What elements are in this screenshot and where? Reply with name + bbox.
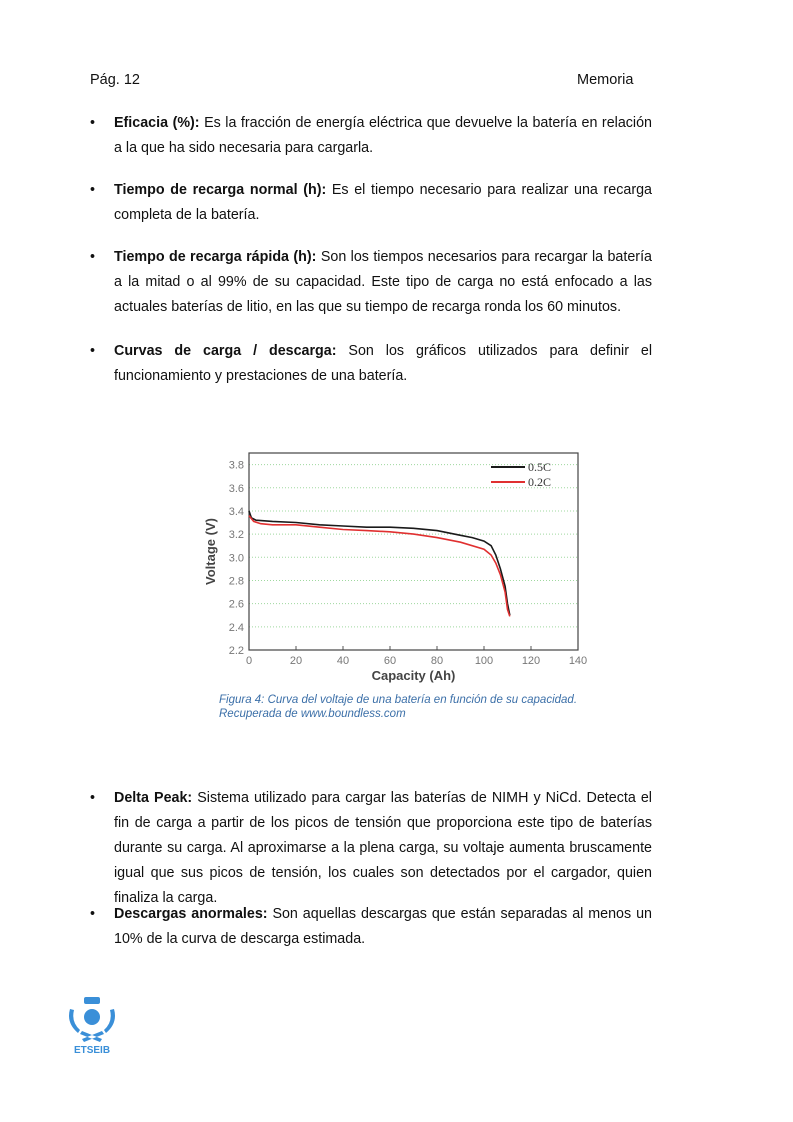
x-axis-label: Capacity (Ah) (371, 668, 456, 683)
legend-label: 0.2C (528, 475, 552, 489)
etseib-logo (64, 995, 120, 1055)
term: Descargas anormales: (114, 906, 268, 922)
section-title: Memoria (577, 72, 634, 88)
logo-text: ETSEIB (73, 1045, 111, 1055)
term: Eficacia (%): (114, 115, 200, 131)
term: Tiempo de recarga rápida (h): (114, 249, 317, 265)
definition: Son los gráficos utilizados para definir el funcionamiento y prestaciones de una batería. (114, 343, 653, 384)
x-tick-label: 120 (521, 655, 541, 667)
definition: Son los tiempos necesarios para recargar la batería a la mitad o al 99% de su capacidad. Este tipo de carga no está enfocado a las actuales baterías de litio, en las que su tiempo de recarga ronda los 60 minutos. (114, 249, 652, 315)
x-tick-label: 60 (383, 655, 397, 667)
x-tick-label: 100 (474, 655, 494, 667)
y-tick-label: 2.2 (228, 645, 244, 657)
y-axis-label: Voltage (V) (203, 518, 218, 585)
caption-source: Recuperada de www.boundless.com (219, 708, 406, 720)
x-tick-label: 0 (245, 655, 253, 667)
list-item (114, 339, 652, 389)
list-item (114, 111, 652, 161)
definition: Es el tiempo necesario para realizar una recarga completa de la batería. (114, 182, 653, 223)
series-line-0.5C (249, 511, 510, 615)
term: Curvas de carga / descarga: (114, 343, 337, 359)
caption-line: Figura 4: Curva del voltaje de una batería en función de su capacidad. (219, 694, 578, 706)
voltage-capacity-chart (195, 445, 605, 690)
figure-caption (219, 693, 599, 721)
y-tick-label: 3.8 (228, 459, 244, 472)
definition: Son aquellas descargas que están separadas al menos un 10% de la curva de descarga estimada. (114, 906, 652, 947)
x-tick-label: 40 (336, 655, 350, 667)
list-item (114, 178, 652, 228)
y-tick-label: 3.0 (228, 552, 244, 565)
y-tick-label: 3.6 (228, 482, 244, 495)
x-tick-label: 80 (430, 655, 444, 667)
definition: Sistema utilizado para cargar las baterías de NIMH y NiCd. Detecta el fin de carga a partir de los picos de tensión que proporciona este tipo de baterías durante su carga. Al aproximarse a la plena carga, su voltaje aumenta bruscamente igual que sus picos de tensión, los cuales son detectados por el cargador, quien finaliza la carga. (114, 790, 652, 906)
series-line-0.2C (249, 516, 510, 617)
y-tick-label: 2.8 (228, 575, 244, 588)
term: Delta Peak: (114, 790, 193, 806)
y-tick-label: 2.4 (228, 621, 244, 634)
definition: Es la fracción de energía eléctrica que devuelve la batería en relación a la que ha sido necesaria para cargarla. (114, 115, 652, 156)
term: Tiempo de recarga normal (h): (114, 182, 327, 198)
y-tick-label: 3.2 (228, 529, 244, 542)
x-tick-label: 20 (289, 655, 303, 667)
list-item (114, 902, 652, 952)
y-tick-label: 2.6 (228, 598, 244, 611)
page-number: Pág. 12 (90, 72, 140, 88)
y-tick-label: 3.4 (228, 505, 244, 518)
x-tick-label: 140 (568, 655, 588, 667)
list-item (114, 245, 652, 320)
list-item (114, 786, 652, 911)
legend-label: 0.5C (528, 460, 552, 474)
